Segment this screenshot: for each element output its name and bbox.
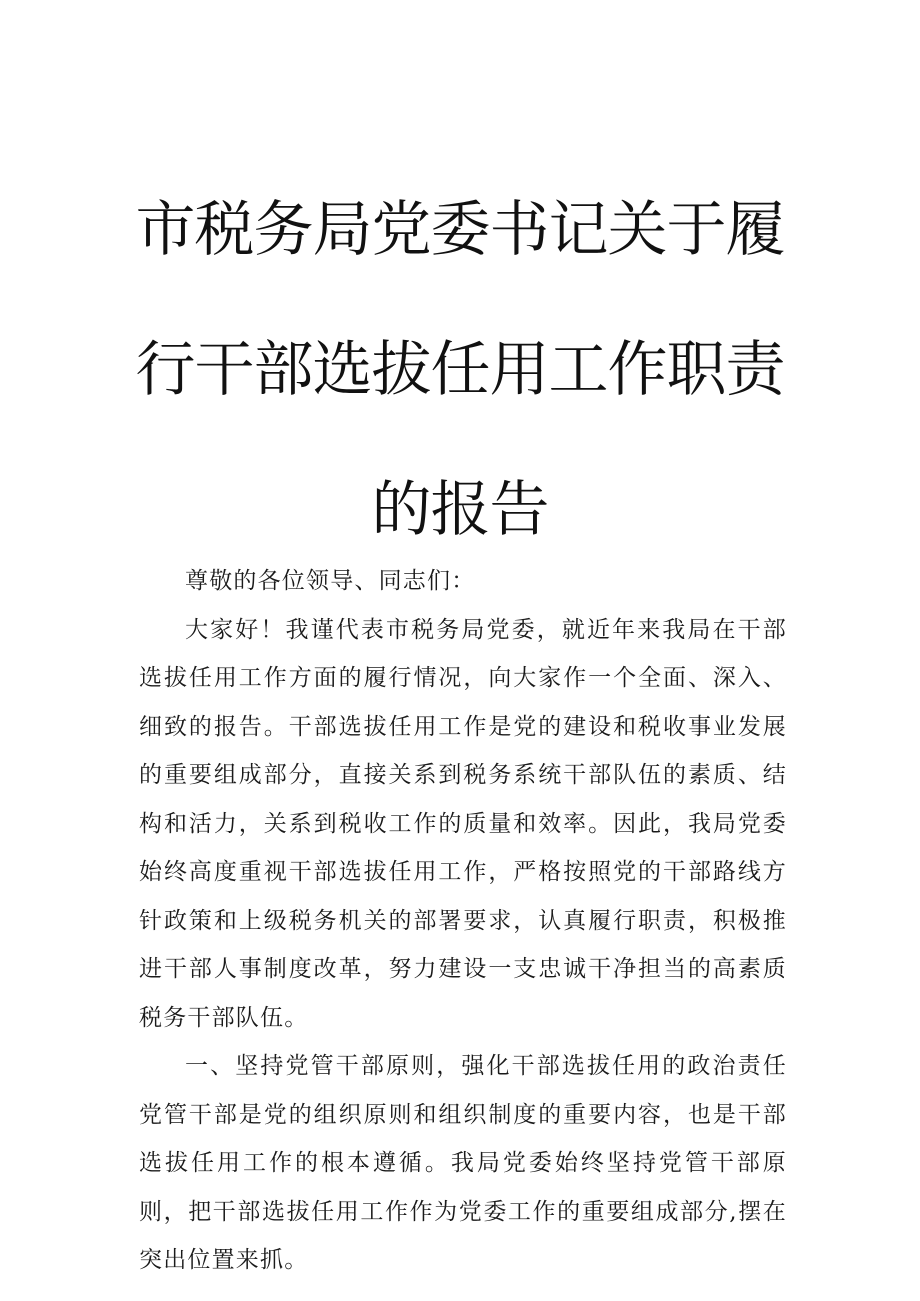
- title-line-1: 市税务局党委书记关于履: [135, 195, 785, 265]
- document-title: [0, 160, 920, 580]
- title-line-3: 的报告: [371, 475, 549, 545]
- paragraph-section-1: 一、坚持党管干部原则，强化干部选拔任用的政治责任党管干部是党的组织原则和组织制度的重要内容，也是干部选拔任用工作的根本遵循。我局党委始终坚持党管干部原则，把干部选拔任用工作作为党委工作的重要组成部分,摆在突出位置来抓。: [139, 1053, 787, 1273]
- salutation: 尊敬的各位领导、同志们：: [185, 568, 476, 594]
- paragraph-intro: 大家好！我谨代表市税务局党委，就近年来我局在干部选拔任用工作方面的履行情况，向大家作一个全面、深入、细致的报告。干部选拔任用工作是党的建设和税收事业发展的重要组成部分，直接关系到税务系统干部队伍的素质、结构和活力，关系到税收工作的质量和效率。因此，我局党委始终高度重视干部选拔任用工作，严格按照党的干部路线方针政策和上级税务机关的部署要求，认真履行职责，积极推进干部人事制度改革，努力建设一支忠诚干净担当的高素质税务干部队伍。: [139, 616, 787, 1031]
- document-body: [139, 557, 787, 1285]
- title-line-2: 行干部选拔任用工作职责: [135, 335, 785, 405]
